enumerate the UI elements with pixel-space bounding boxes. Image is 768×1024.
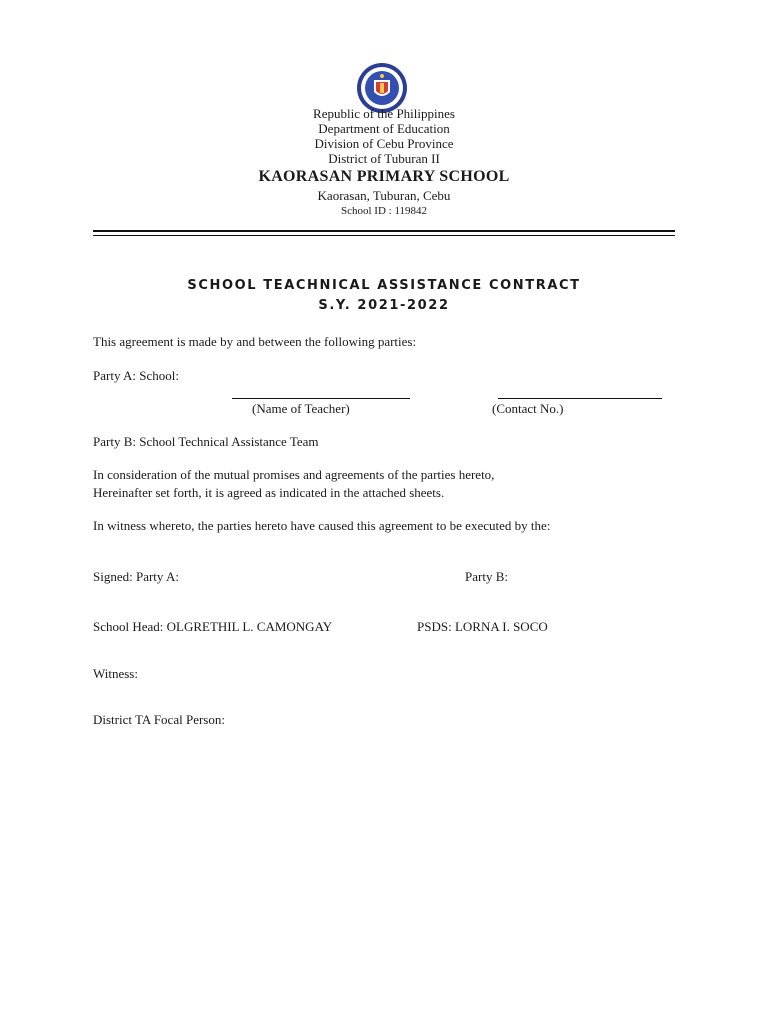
contract-title: SCHOOL TEACHNICAL ASSISTANCE CONTRACT bbox=[187, 278, 581, 293]
witness-label: Witness: bbox=[93, 666, 138, 681]
witness-clause: In witness whereto, the parties hereto have caused this agreement to be executed by the: bbox=[93, 518, 551, 533]
school-year: S.Y. 2021-2022 bbox=[318, 298, 450, 313]
header-line-department: Department of Education bbox=[318, 121, 450, 136]
focal-person-label: District TA Focal Person: bbox=[93, 712, 225, 727]
psds-signatory: PSDS: LORNA I. SOCO bbox=[417, 619, 548, 634]
signed-party-a: Signed: Party A: bbox=[93, 569, 179, 584]
teacher-name-line bbox=[232, 398, 410, 399]
contact-no-caption: (Contact No.) bbox=[492, 401, 564, 416]
header-divider-thick bbox=[93, 230, 675, 232]
school-head-signatory: School Head: OLGRETHIL L. CAMONGAY bbox=[93, 619, 333, 634]
party-a-label: Party A: School: bbox=[93, 368, 179, 383]
party-b-label: Party B: School Technical Assistance Team bbox=[93, 434, 319, 449]
teacher-name-caption: (Name of Teacher) bbox=[252, 401, 350, 416]
school-id: School ID : 119842 bbox=[340, 205, 428, 217]
header-line-district: District of Tuburan II bbox=[328, 151, 440, 166]
school-address: Kaorasan, Tuburan, Cebu bbox=[317, 188, 451, 203]
contact-no-line bbox=[498, 398, 662, 399]
consideration-line-1: In consideration of the mutual promises and agreements of the parties hereto, bbox=[93, 467, 495, 482]
intro-text: This agreement is made by and between the following parties: bbox=[93, 334, 417, 349]
header-divider-thin bbox=[93, 235, 675, 236]
signed-party-b: Party B: bbox=[465, 569, 508, 584]
school-name: KAORASAN PRIMARY SCHOOL bbox=[258, 168, 510, 185]
consideration-line-2: Hereinafter set forth, it is agreed as indicated in the attached sheets. bbox=[93, 485, 445, 500]
header-line-division: Division of Cebu Province bbox=[314, 136, 454, 151]
header-line-republic: Republic of the Philippines bbox=[313, 106, 455, 121]
